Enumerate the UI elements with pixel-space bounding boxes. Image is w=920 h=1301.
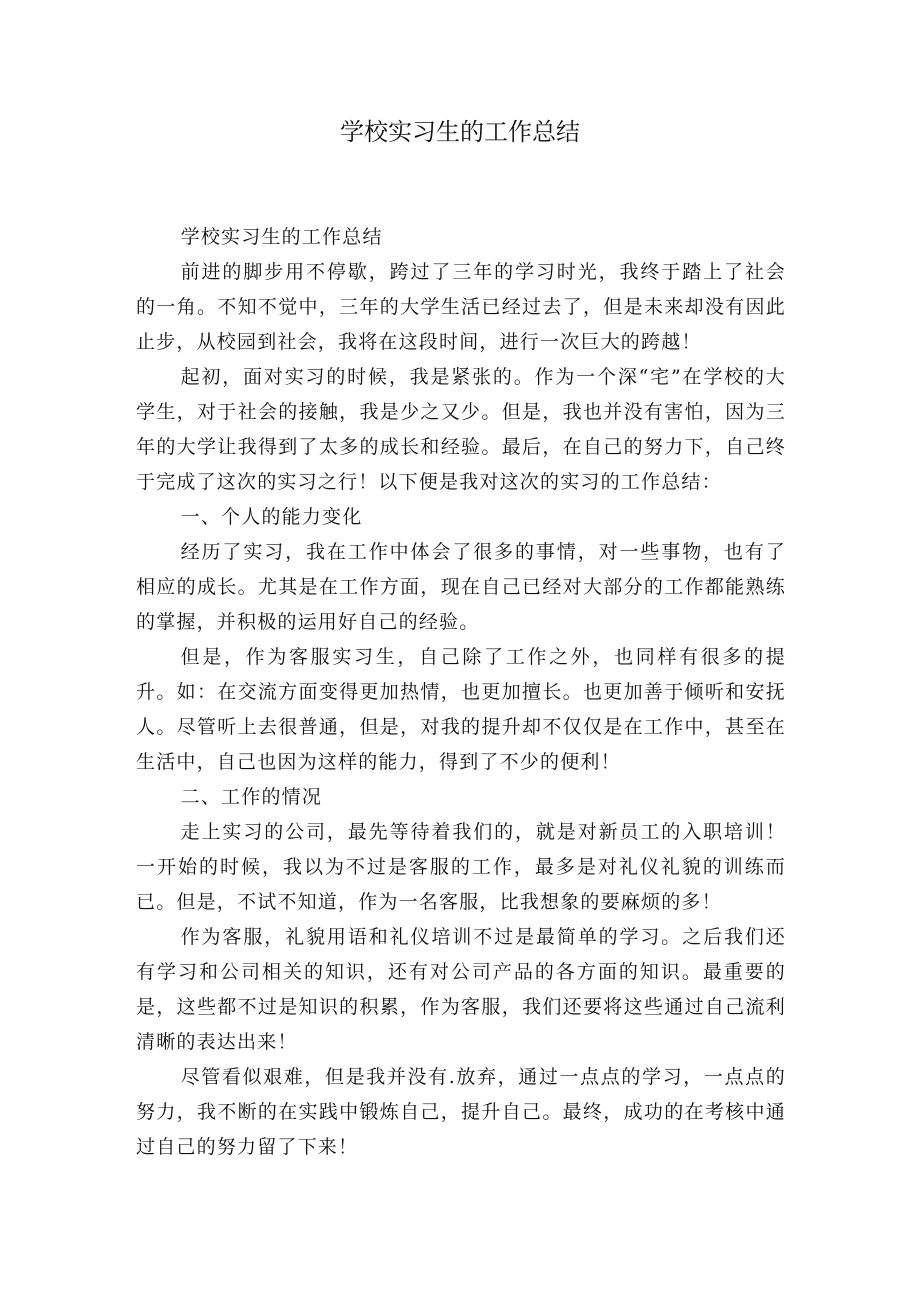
paragraph-intro: 前进的脚步用不停歇，跨过了三年的学习时光，我终于踏上了社会的一角。不知不觉中，三年的大学生活已经过去了，但是未来却没有因此止步，从校园到社会，我将在这段时间，进行一次巨大的跨越！ <box>136 261 786 353</box>
section-heading-ability: 一、个人的能力变化 <box>180 506 363 528</box>
paragraph-ability-1: 经历了实习，我在工作中体会了很多的事情，对一些事物，也有了相应的成长。尤其是在工作方面，现在自己已经对大部分的工作都能熟练的掌握，并积极的运用好自己的经验。 <box>136 541 786 633</box>
paragraph-ability-2: 但是，作为客服实习生，自己除了工作之外，也同样有很多的提升。如：在交流方面变得更加热情，也更加擅长。也更加善于倾听和安抚人。尽管听上去很普通，但是，对我的提升却不仅仅是在工作中，甚至在生活中，自己也因为这样的能力，得到了不少的便利！ <box>136 646 786 773</box>
document-body <box>136 220 786 1165</box>
paragraph-work-3: 尽管看似艰难，但是我并没有.放弃，通过一点点的学习，一点点的努力，我不断的在实践中锻炼自己，提升自己。最终，成功的在考核中通过自己的努力留了下来！ <box>136 1066 786 1158</box>
paragraph-work-2: 作为客服，礼貌用语和礼仪培训不过是最简单的学习。之后我们还有学习和公司相关的知识，还有对公司产品的各方面的知识。最重要的是，这些都不过是知识的积累，作为客服，我们还要将这些通过自己流利清晰的表达出来！ <box>136 926 786 1053</box>
paragraph-work-1: 走上实习的公司，最先等待着我们的，就是对新员工的入职培训！一开始的时候，我以为不过是客服的工作，最多是对礼仪礼貌的训练而已。但是，不试不知道，作为一名客服，比我想象的要麻烦的多！ <box>136 821 786 913</box>
section-heading-work: 二、工作的情况 <box>180 786 323 808</box>
paragraph-beginning: 起初，面对实习的时候，我是紧张的。作为一个深“宅”在学校的大学生，对于社会的接触，我是少之又少。但是，我也并没有害怕，因为三年的大学让我得到了太多的成长和经验。最后，在自己的努力下，自己终于完成了这次的实习之行！以下便是我对这次的实习的工作总结： <box>136 366 786 493</box>
document-title: 学校实习生的工作总结 <box>340 118 580 146</box>
paragraph-subtitle: 学校实习生的工作总结 <box>180 226 383 248</box>
